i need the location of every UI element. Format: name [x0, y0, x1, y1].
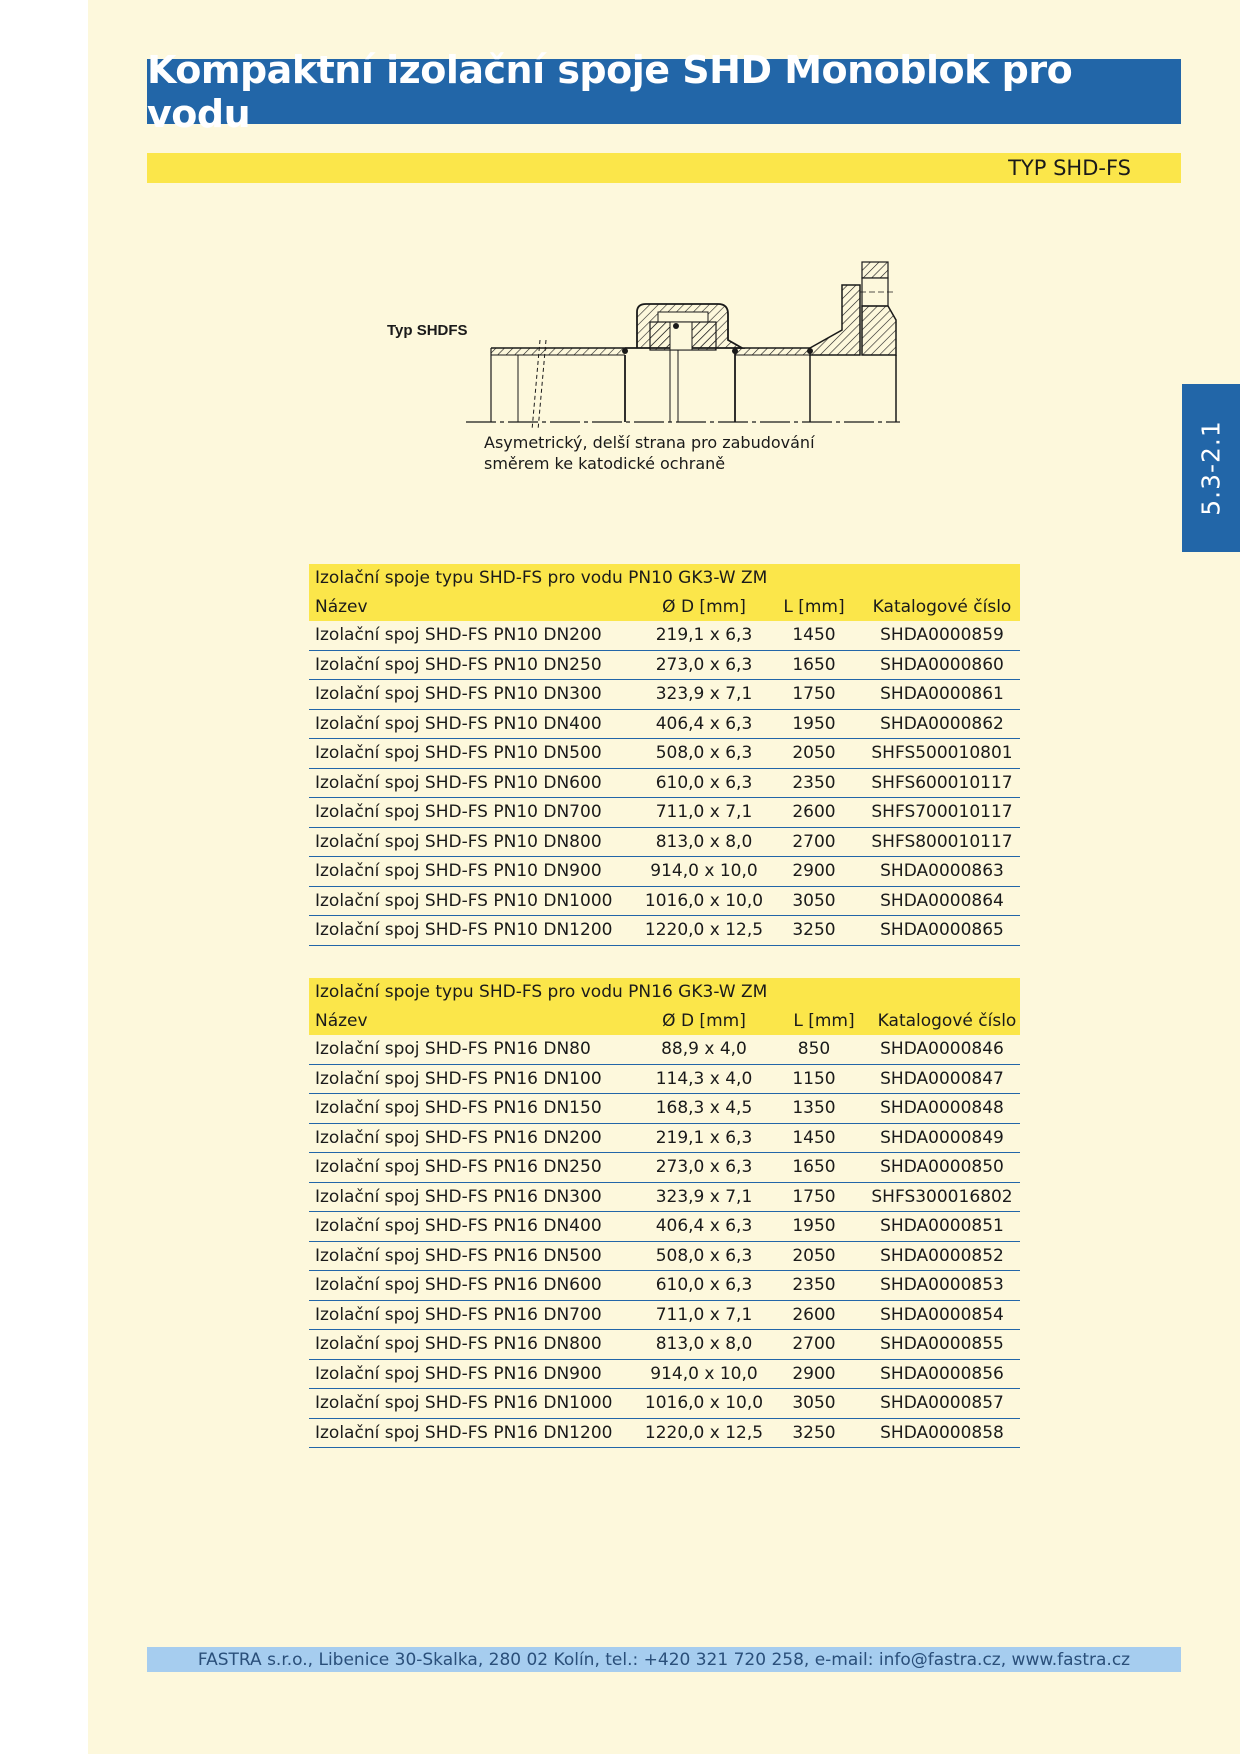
- cell-name: Izolační spoj SHD-FS PN10 DN400: [315, 713, 602, 734]
- cell-length: 1350: [792, 1098, 836, 1119]
- header-name: Název: [315, 1010, 368, 1031]
- type-label: TYP SHD-FS: [1008, 156, 1131, 180]
- table-row: [309, 1065, 1020, 1095]
- cell-diameter: 323,9 x 7,1: [655, 684, 753, 705]
- cell-length: 2350: [792, 772, 836, 793]
- table-caption: Izolační spoje typu SHD-FS pro vodu PN16 GK3-W ZM: [309, 978, 1020, 1006]
- cell-length: 2900: [792, 861, 836, 882]
- cell-length: 1650: [792, 1157, 836, 1178]
- cell-diameter: 1016,0 x 10,0: [644, 890, 764, 911]
- header-diameter: Ø D [mm]: [662, 1010, 746, 1031]
- cell-name: Izolační spoj SHD-FS PN16 DN600: [315, 1275, 602, 1296]
- table-pn10: [309, 564, 1020, 946]
- table-header: [309, 1006, 1020, 1035]
- cell-diameter: 273,0 x 6,3: [655, 1157, 753, 1178]
- cell-name: Izolační spoj SHD-FS PN16 DN500: [315, 1245, 602, 1266]
- cell-name: Izolační spoj SHD-FS PN10 DN500: [315, 743, 602, 764]
- cell-diameter: 406,4 x 6,3: [655, 1216, 753, 1237]
- drawing-label: Typ SHDFS: [387, 322, 468, 339]
- cell-diameter: 1220,0 x 12,5: [644, 1422, 764, 1443]
- cell-catalog: SHDA0000857: [880, 1393, 1004, 1414]
- cell-name: Izolační spoj SHD-FS PN16 DN900: [315, 1363, 602, 1384]
- page-title: Kompaktní izolační spoje SHD Monoblok pro vodu: [147, 47, 1073, 136]
- section-tab: [1182, 384, 1240, 552]
- cell-diameter: 508,0 x 6,3: [655, 1245, 753, 1266]
- cell-name: Izolační spoj SHD-FS PN10 DN600: [315, 772, 602, 793]
- cell-diameter: 813,0 x 8,0: [655, 831, 753, 852]
- cell-diameter: 1220,0 x 12,5: [644, 920, 764, 941]
- cell-catalog: SHFS500010801: [871, 743, 1013, 764]
- table-row: [309, 1360, 1020, 1390]
- table-row: [309, 1330, 1020, 1360]
- table-caption: Izolační spoje typu SHD-FS pro vodu PN10 GK3-W ZM: [309, 564, 1020, 592]
- table-header: [309, 592, 1020, 621]
- cell-name: Izolační spoj SHD-FS PN16 DN250: [315, 1157, 602, 1178]
- cell-diameter: 273,0 x 6,3: [655, 654, 753, 675]
- cell-length: 850: [797, 1039, 831, 1060]
- cell-diameter: 914,0 x 10,0: [650, 1363, 758, 1384]
- cell-diameter: 219,1 x 6,3: [655, 625, 753, 646]
- cell-length: 3250: [792, 920, 836, 941]
- cell-catalog: SHDA0000851: [880, 1216, 1004, 1237]
- cell-length: 1150: [792, 1068, 836, 1089]
- cell-catalog: SHFS800010117: [871, 831, 1013, 852]
- cell-catalog: SHDA0000852: [880, 1245, 1004, 1266]
- cell-catalog: SHDA0000855: [880, 1334, 1004, 1355]
- table-row: [309, 1389, 1020, 1419]
- cell-length: 2700: [792, 831, 836, 852]
- cell-name: Izolační spoj SHD-FS PN10 DN1200: [315, 920, 613, 941]
- cell-diameter: 813,0 x 8,0: [655, 1334, 753, 1355]
- header-diameter: Ø D [mm]: [662, 596, 746, 617]
- cell-diameter: 508,0 x 6,3: [655, 743, 753, 764]
- footer-contact: FASTRA s.r.o., Libenice 30-Skalka, 280 02 Kolín, tel.: +420 321 720 258, e-mail: info@fastra.cz, www.fastra.cz: [197, 1649, 1131, 1670]
- cell-name: Izolační spoj SHD-FS PN16 DN400: [315, 1216, 602, 1237]
- cell-length: 1450: [792, 1127, 836, 1148]
- header-catalog: Katalogové číslo: [877, 1010, 1017, 1031]
- cell-length: 1450: [792, 625, 836, 646]
- cell-name: Izolační spoj SHD-FS PN10 DN900: [315, 861, 602, 882]
- cell-diameter: 88,9 x 4,0: [661, 1039, 747, 1060]
- cell-length: 1650: [792, 654, 836, 675]
- cell-name: Izolační spoj SHD-FS PN10 DN300: [315, 684, 602, 705]
- table-row: [309, 621, 1020, 651]
- cell-name: Izolační spoj SHD-FS PN10 DN1000: [315, 890, 613, 911]
- drawing-note: [484, 432, 844, 474]
- cell-name: Izolační spoj SHD-FS PN16 DN1000: [315, 1393, 613, 1414]
- cell-name: Izolační spoj SHD-FS PN16 DN200: [315, 1127, 602, 1148]
- cell-length: 3250: [792, 1422, 836, 1443]
- table-row: [309, 1183, 1020, 1213]
- table-row: [309, 1094, 1020, 1124]
- cell-length: 2050: [792, 1245, 836, 1266]
- cell-diameter: 406,4 x 6,3: [655, 713, 753, 734]
- cell-length: 3050: [792, 890, 836, 911]
- table-body: [309, 1035, 1020, 1448]
- type-bar: [147, 153, 1181, 183]
- cell-catalog: SHFS700010117: [871, 802, 1013, 823]
- drawing-note-line-1: Asymetrický, delší strana pro zabudování: [484, 433, 815, 452]
- table-row: [309, 798, 1020, 828]
- table-pn16: [309, 978, 1020, 1448]
- cell-length: 1950: [792, 1216, 836, 1237]
- cell-diameter: 323,9 x 7,1: [655, 1186, 753, 1207]
- cell-catalog: SHDA0000847: [880, 1068, 1004, 1089]
- cell-catalog: SHDA0000864: [880, 890, 1004, 911]
- table-row: [309, 1153, 1020, 1183]
- cell-name: Izolační spoj SHD-FS PN16 DN1200: [315, 1422, 613, 1443]
- cell-catalog: SHDA0000854: [880, 1304, 1004, 1325]
- table-row: [309, 1419, 1020, 1449]
- table-row: [309, 1124, 1020, 1154]
- cell-catalog: SHFS600010117: [871, 772, 1013, 793]
- table-row: [309, 857, 1020, 887]
- cell-diameter: 1016,0 x 10,0: [644, 1393, 764, 1414]
- cell-catalog: SHDA0000858: [880, 1422, 1004, 1443]
- cell-name: Izolační spoj SHD-FS PN16 DN800: [315, 1334, 602, 1355]
- cell-length: 2600: [792, 802, 836, 823]
- table-row: [309, 651, 1020, 681]
- footer-bar: [147, 1647, 1181, 1672]
- cell-length: 2350: [792, 1275, 836, 1296]
- cell-diameter: 219,1 x 6,3: [655, 1127, 753, 1148]
- cell-catalog: SHDA0000862: [880, 713, 1004, 734]
- cell-catalog: SHFS300016802: [871, 1186, 1013, 1207]
- header-length: L [mm]: [783, 596, 845, 617]
- header-catalog: Katalogové číslo: [872, 596, 1012, 617]
- header-length: L [mm]: [793, 1010, 855, 1031]
- cell-diameter: 114,3 x 4,0: [655, 1068, 753, 1089]
- cell-diameter: 168,3 x 4,5: [655, 1098, 753, 1119]
- cell-catalog: SHDA0000859: [880, 625, 1004, 646]
- cell-name: Izolační spoj SHD-FS PN16 DN300: [315, 1186, 602, 1207]
- cell-length: 2700: [792, 1334, 836, 1355]
- cell-length: 2600: [792, 1304, 836, 1325]
- cell-catalog: SHDA0000850: [880, 1157, 1004, 1178]
- cell-name: Izolační spoj SHD-FS PN16 DN700: [315, 1304, 602, 1325]
- cell-diameter: 914,0 x 10,0: [650, 861, 758, 882]
- cell-name: Izolační spoj SHD-FS PN10 DN200: [315, 625, 602, 646]
- section-tab-label: 5.3-2.1: [1196, 420, 1226, 516]
- cell-length: 1750: [792, 1186, 836, 1207]
- cell-length: 2050: [792, 743, 836, 764]
- cell-catalog: SHDA0000848: [880, 1098, 1004, 1119]
- cell-catalog: SHDA0000849: [880, 1127, 1004, 1148]
- header-name: Název: [315, 596, 368, 617]
- cell-diameter: 711,0 x 7,1: [655, 1304, 753, 1325]
- table-row: [309, 1242, 1020, 1272]
- table-row: [309, 710, 1020, 740]
- cell-name: Izolační spoj SHD-FS PN10 DN250: [315, 654, 602, 675]
- cell-name: Izolační spoj SHD-FS PN10 DN700: [315, 802, 602, 823]
- table-row: [309, 1212, 1020, 1242]
- cell-name: Izolační spoj SHD-FS PN10 DN800: [315, 831, 602, 852]
- cell-name: Izolační spoj SHD-FS PN16 DN80: [315, 1039, 591, 1060]
- cell-diameter: 711,0 x 7,1: [655, 802, 753, 823]
- cell-catalog: SHDA0000860: [880, 654, 1004, 675]
- table-row: [309, 1301, 1020, 1331]
- cell-catalog: SHDA0000856: [880, 1363, 1004, 1384]
- cell-catalog: SHDA0000863: [880, 861, 1004, 882]
- table-row: [309, 1271, 1020, 1301]
- cell-length: 2900: [792, 1363, 836, 1384]
- cell-catalog: SHDA0000865: [880, 920, 1004, 941]
- table-row: [309, 828, 1020, 858]
- drawing-note-line-2: směrem ke katodické ochraně: [484, 454, 726, 473]
- table-row: [309, 680, 1020, 710]
- cell-name: Izolační spoj SHD-FS PN16 DN150: [315, 1098, 602, 1119]
- table-row: [309, 769, 1020, 799]
- table-row: [309, 1035, 1020, 1065]
- cell-catalog: SHDA0000853: [880, 1275, 1004, 1296]
- cell-length: 1950: [792, 713, 836, 734]
- cell-catalog: SHDA0000861: [880, 684, 1004, 705]
- table-row: [309, 887, 1020, 917]
- cell-name: Izolační spoj SHD-FS PN16 DN100: [315, 1068, 602, 1089]
- cell-length: 1750: [792, 684, 836, 705]
- table-row: [309, 739, 1020, 769]
- cell-length: 3050: [792, 1393, 836, 1414]
- table-row: [309, 916, 1020, 946]
- cell-diameter: 610,0 x 6,3: [655, 772, 753, 793]
- cell-catalog: SHDA0000846: [880, 1039, 1004, 1060]
- table-body: [309, 621, 1020, 946]
- page-title-bar: [147, 47, 1181, 136]
- cell-diameter: 610,0 x 6,3: [655, 1275, 753, 1296]
